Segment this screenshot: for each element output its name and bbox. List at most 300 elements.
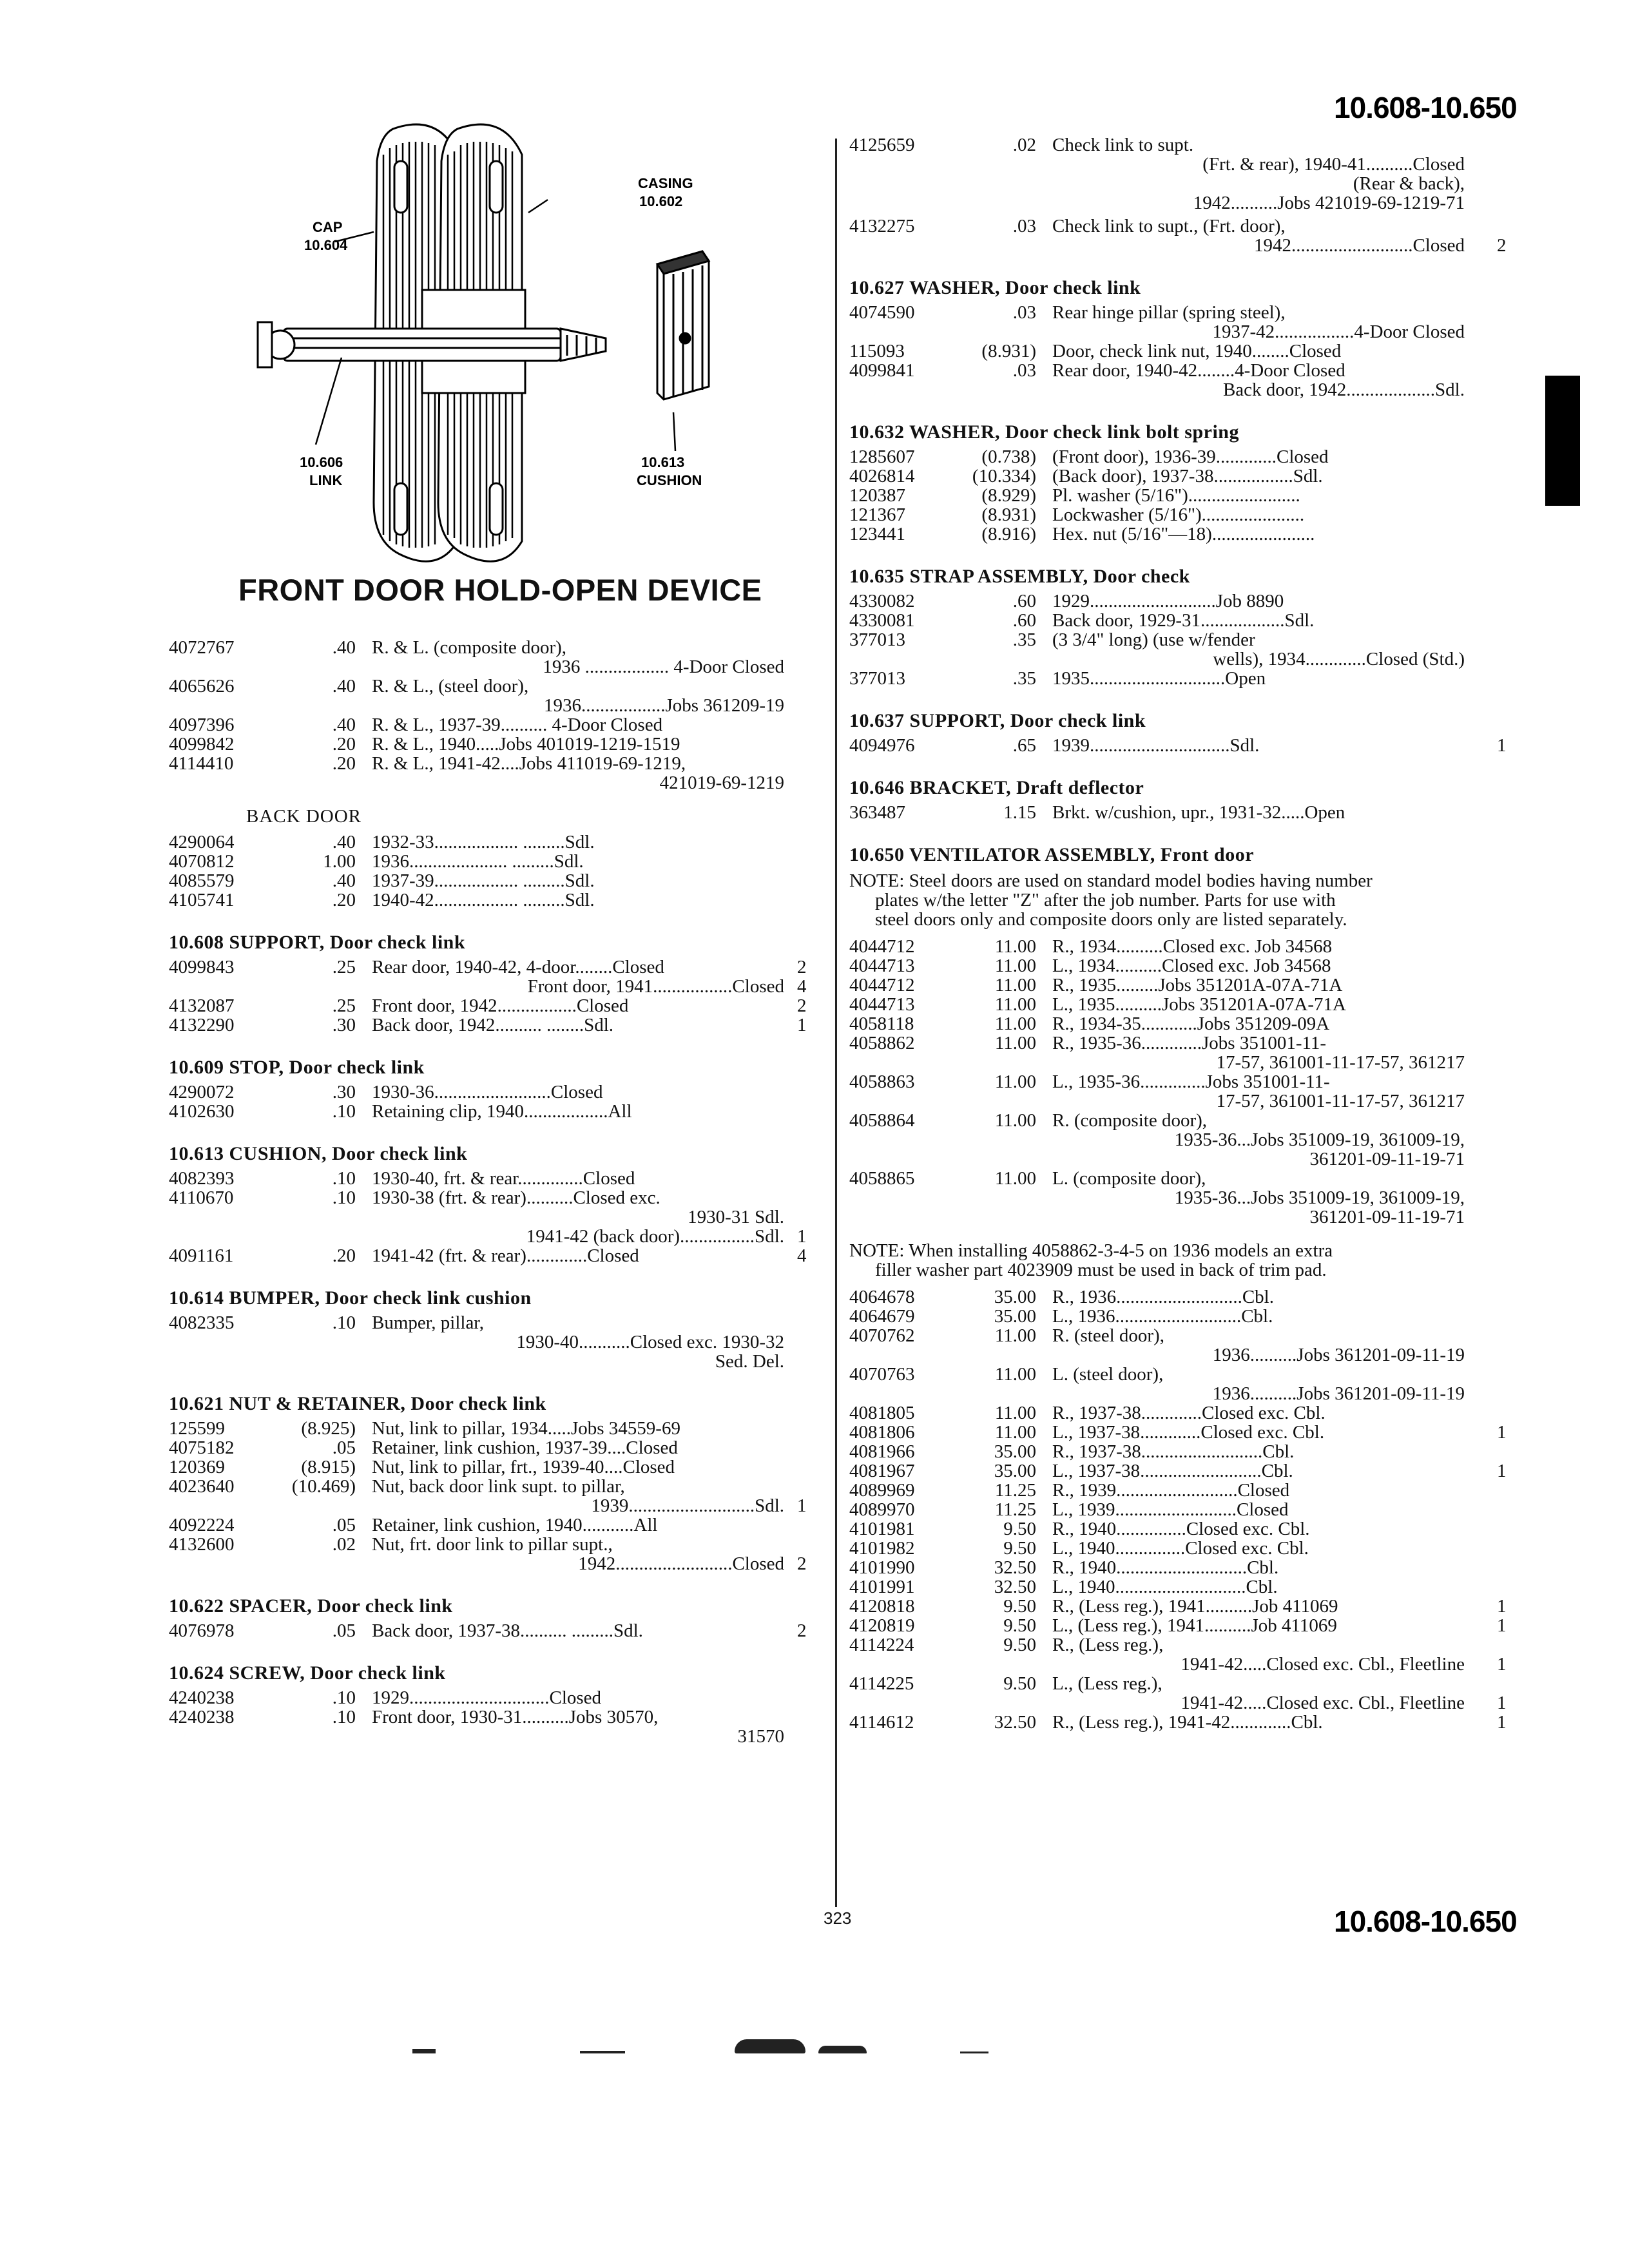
part-number: 4120819	[849, 1615, 915, 1636]
part-description	[1052, 1616, 1465, 1635]
quantity-line	[1497, 216, 1507, 236]
part-price: 11.00	[994, 975, 1036, 995]
part-description	[1052, 486, 1465, 505]
part-number: 4058864	[849, 1110, 915, 1131]
part-description	[372, 1707, 784, 1746]
casing-label: CASING	[638, 175, 693, 191]
part-price: (8.931)	[981, 505, 1036, 525]
part-price: 11.25	[994, 1499, 1036, 1520]
description-line: R., 1935.........Jobs 351201A-07A-71A	[1052, 975, 1343, 995]
part-row	[849, 1423, 1513, 1442]
description-line: (Back door), 1937-38.................Sdl.	[1052, 466, 1323, 486]
quantity	[1497, 1713, 1507, 1732]
quantity-line: 1	[1497, 1596, 1507, 1617]
part-description	[372, 1515, 784, 1535]
part-price: (8.916)	[981, 524, 1036, 544]
part-number: 120387	[849, 485, 905, 506]
part-price: .40	[332, 637, 356, 658]
part-description	[1052, 1365, 1465, 1403]
description-line: Sed. Del.	[715, 1351, 784, 1372]
part-price: 35.00	[994, 1306, 1036, 1327]
part-row	[849, 1519, 1513, 1539]
description-line: wells), 1934.............Closed (Std.)	[1213, 649, 1465, 669]
part-price: 11.00	[994, 1325, 1036, 1346]
quantity	[797, 1477, 807, 1515]
part-row	[849, 956, 1513, 975]
description-line: 1941-42 (frt. & rear).............Closed	[372, 1245, 639, 1266]
part-row	[849, 135, 1513, 213]
part-description	[1052, 1111, 1465, 1169]
description-line: (Front door), 1936-39.............Closed	[1052, 447, 1329, 467]
column-divider	[835, 139, 837, 1907]
casing-number: 10.602	[639, 193, 683, 209]
part-price: 1.15	[1003, 802, 1036, 823]
description-line: 17-57, 361001-11-17-57, 361217	[1216, 1052, 1465, 1073]
part-row	[849, 1558, 1513, 1577]
part-description	[372, 1188, 784, 1246]
part-number: 4076978	[169, 1620, 235, 1641]
part-price: 9.50	[1003, 1635, 1036, 1655]
part-description	[372, 1102, 784, 1121]
description-line: 1935.............................Open	[1052, 668, 1266, 689]
quantity-line: 2	[797, 995, 807, 1016]
link-label: LINK	[309, 472, 343, 488]
quantity-line: 1	[1497, 1615, 1507, 1636]
part-number: 4101982	[849, 1538, 915, 1559]
description-line: 361201-09-11-19-71	[1309, 1207, 1465, 1227]
description-line: Retaining clip, 1940..................All	[372, 1101, 632, 1122]
part-price: .10	[332, 1312, 356, 1333]
description-line: L. (composite door),	[1052, 1168, 1206, 1189]
part-price: .20	[332, 734, 356, 754]
part-description	[372, 852, 784, 871]
part-description	[1052, 1500, 1465, 1519]
part-number: 4064679	[849, 1306, 915, 1327]
part-row	[849, 1403, 1513, 1423]
part-number: 123441	[849, 524, 905, 544]
page-range-footer: 10.608-10.650	[1334, 1905, 1517, 1938]
part-description	[1052, 669, 1465, 688]
description-line: 1935-36...Jobs 351009-19, 361009-19,	[1174, 1129, 1465, 1150]
part-number: 4081806	[849, 1422, 915, 1443]
part-number: 4081805	[849, 1403, 915, 1423]
part-number: 4082335	[169, 1312, 235, 1333]
part-price: 11.00	[994, 1110, 1036, 1131]
description-line: L., 1935-36..............Jobs 351001-11-	[1052, 1072, 1330, 1092]
part-price: 9.50	[1003, 1596, 1036, 1617]
part-row	[849, 591, 1513, 611]
description-line: (Rear & back),	[1353, 173, 1465, 194]
part-price: 9.50	[1003, 1615, 1036, 1636]
description-line: R., 1934..........Closed exc. Job 34568	[1052, 936, 1333, 957]
part-number: 4081967	[849, 1461, 915, 1481]
part-row	[849, 361, 1513, 399]
cushion-drawing	[657, 251, 709, 399]
part-description	[1052, 1461, 1465, 1481]
quantity	[797, 996, 807, 1015]
part-price: (10.469)	[291, 1476, 356, 1497]
section-note	[849, 1241, 1513, 1280]
part-price: 11.00	[994, 1072, 1036, 1092]
note-line: steel doors only and composite doors only are listed separately.	[875, 909, 1347, 930]
part-description	[1052, 1033, 1465, 1072]
part-number: 4092224	[169, 1515, 235, 1535]
part-price: .20	[332, 1245, 356, 1266]
part-number: 363487	[849, 802, 905, 823]
part-price: 11.00	[994, 1364, 1036, 1385]
part-row	[849, 1674, 1513, 1713]
description-line: R., (Less reg.), 1941..........Job 411069	[1052, 1596, 1338, 1617]
part-row	[169, 1688, 813, 1707]
part-number: 4240238	[169, 1687, 235, 1708]
part-row	[169, 1438, 813, 1457]
part-number: 4064678	[849, 1287, 915, 1307]
part-number: 1285607	[849, 447, 915, 467]
part-number: 4330081	[849, 610, 915, 631]
description-line: 1939...........................Sdl.	[591, 1495, 784, 1516]
description-line: R. (composite door),	[1052, 1110, 1208, 1131]
quantity	[797, 957, 807, 996]
part-row	[169, 1102, 813, 1121]
part-price: .10	[332, 1187, 356, 1208]
description-line: Lockwasher (5/16")......................	[1052, 505, 1305, 525]
description-line: R., 1934-35............Jobs 351209-09A	[1052, 1014, 1330, 1034]
part-number: 4290064	[169, 832, 235, 852]
part-row	[169, 1477, 813, 1515]
part-row	[849, 1326, 1513, 1365]
quantity	[1497, 736, 1507, 755]
part-row	[169, 677, 813, 715]
part-number: 4110670	[169, 1187, 234, 1208]
description-line: 1930-40...........Closed exc. 1930-32	[516, 1332, 784, 1352]
part-row	[849, 447, 1513, 466]
part-row	[169, 754, 813, 793]
part-number: 4101981	[849, 1519, 915, 1539]
part-description	[1052, 803, 1465, 822]
part-price: .35	[1012, 629, 1036, 650]
part-row	[849, 1365, 1513, 1403]
part-description	[1052, 135, 1465, 213]
part-row	[849, 341, 1513, 361]
part-price: 11.00	[994, 1033, 1036, 1053]
part-description	[372, 1015, 784, 1035]
quantity	[797, 1246, 807, 1265]
figure-caption: FRONT DOOR HOLD-OPEN DEVICE	[238, 573, 762, 607]
description-line: 361201-09-11-19-71	[1309, 1149, 1465, 1169]
part-row	[169, 1621, 813, 1640]
description-line: 1941-42.....Closed exc. Cbl., Fleetline	[1181, 1654, 1465, 1675]
scan-mark	[580, 2051, 625, 2053]
section-title: 10.637 SUPPORT, Door check link	[849, 710, 1146, 731]
part-number: 377013	[849, 629, 905, 650]
part-price: 11.00	[994, 994, 1036, 1015]
part-price: .20	[332, 890, 356, 910]
part-row	[849, 1713, 1513, 1732]
scan-mark	[412, 2049, 436, 2053]
part-description	[1052, 1307, 1465, 1326]
description-line: 1939..............................Sdl.	[1052, 735, 1260, 756]
right-column	[849, 135, 1513, 1732]
part-number: 4132600	[169, 1534, 235, 1555]
part-number: 4075182	[169, 1437, 235, 1458]
quantity	[797, 1621, 807, 1640]
part-row	[849, 1500, 1513, 1519]
description-line: Back door, 1942...................Sdl.	[1222, 380, 1465, 400]
note-line: NOTE: When installing 4058862-3-4-5 on 1936 models an extra	[849, 1240, 1333, 1261]
description-line: R. & L. (composite door),	[372, 637, 567, 658]
part-description	[1052, 216, 1465, 255]
part-description	[372, 1419, 784, 1438]
part-price: .02	[332, 1534, 356, 1555]
part-description	[372, 1477, 784, 1515]
part-row	[849, 1014, 1513, 1033]
description-line: 1942..........................Closed	[1253, 235, 1465, 256]
part-price: 11.00	[994, 956, 1036, 976]
part-price: .05	[332, 1515, 356, 1535]
description-line: 31570	[737, 1726, 784, 1747]
part-number: 4044712	[849, 936, 915, 957]
back-door-subheading: BACK DOOR	[246, 806, 361, 827]
part-row	[849, 1072, 1513, 1111]
part-number: 4089969	[849, 1480, 915, 1501]
note-line: filler washer part 4023909 must be used in back of trim pad.	[875, 1260, 1327, 1280]
quantity-line	[1497, 1635, 1507, 1655]
part-row	[849, 669, 1513, 688]
part-description	[1052, 1287, 1465, 1307]
part-number: 4114612	[849, 1712, 914, 1733]
quantity-line: 1	[1497, 1461, 1507, 1481]
part-row	[849, 1539, 1513, 1558]
quantity-line: 4	[797, 1245, 807, 1266]
part-price: 35.00	[994, 1441, 1036, 1462]
part-price: .03	[1012, 216, 1036, 236]
part-description	[372, 1535, 784, 1573]
part-row	[169, 1707, 813, 1746]
description-line: Check link to supt., (Frt. door),	[1052, 216, 1286, 236]
note-line: NOTE: Steel doors are used on standard model bodies having number	[849, 870, 1373, 891]
quantity-line: 1	[1497, 735, 1507, 756]
part-description	[372, 1246, 784, 1265]
part-description	[1052, 466, 1465, 486]
part-description	[372, 715, 784, 735]
description-line: Pl. washer (5/16")........................	[1052, 485, 1300, 506]
quantity-line: 1	[1497, 1654, 1507, 1675]
description-line: Front door, 1941.................Closed	[527, 976, 784, 997]
part-row	[849, 630, 1513, 669]
part-price: 11.00	[994, 1403, 1036, 1423]
part-row	[849, 803, 1513, 822]
part-number: 4102630	[169, 1101, 235, 1122]
left-column	[169, 638, 813, 1746]
part-description	[1052, 1169, 1465, 1227]
description-line: Rear door, 1940-42........4-Door Closed	[1052, 360, 1345, 381]
link-number: 10.606	[300, 454, 343, 470]
part-description	[372, 1169, 784, 1188]
part-description	[1052, 1713, 1465, 1732]
cap-number: 10.604	[304, 237, 348, 253]
quantity	[1497, 1635, 1507, 1674]
description-line: 1936..........Jobs 361201-09-11-19	[1212, 1345, 1465, 1365]
quantity-line: 2	[797, 1620, 807, 1641]
part-description	[1052, 736, 1465, 755]
part-number: 4132290	[169, 1015, 235, 1035]
part-price: (8.925)	[301, 1418, 356, 1439]
part-row	[849, 486, 1513, 505]
quantity-line	[797, 1535, 807, 1554]
part-number: 4072767	[169, 637, 235, 658]
section-title: 10.609 STOP, Door check link	[169, 1057, 425, 1078]
part-number: 4058862	[849, 1033, 915, 1053]
part-row	[849, 995, 1513, 1014]
part-description	[1052, 341, 1465, 361]
part-description	[1052, 1597, 1465, 1616]
part-description	[1052, 1014, 1465, 1033]
part-description	[1052, 1403, 1465, 1423]
part-row	[169, 1313, 813, 1371]
description-line: Rear door, 1940-42, 4-door........Closed	[372, 957, 664, 977]
part-description	[1052, 1519, 1465, 1539]
quantity	[797, 1015, 807, 1035]
part-row	[849, 1169, 1513, 1227]
description-line: 421019-69-1219	[659, 773, 784, 793]
cushion-number: 10.613	[641, 454, 685, 470]
part-number: 120369	[169, 1457, 225, 1477]
part-description	[1052, 1481, 1465, 1500]
part-price: .25	[332, 957, 356, 977]
cushion-label: CUSHION	[637, 472, 702, 488]
quantity	[797, 1535, 807, 1573]
part-price: .65	[1012, 735, 1036, 756]
part-price: .30	[332, 1082, 356, 1102]
part-description	[372, 1313, 784, 1371]
link-drawing	[258, 322, 606, 367]
part-price: 11.00	[994, 936, 1036, 957]
section-title: 10.635 STRAP ASSEMBLY, Door check	[849, 566, 1190, 587]
part-number: 377013	[849, 668, 905, 689]
section-title: 10.646 BRACKET, Draft deflector	[849, 777, 1144, 798]
description-line: Front door, 1942.................Closed	[372, 995, 629, 1016]
quantity	[1497, 1597, 1507, 1616]
description-line: Front door, 1930-31..........Jobs 30570,	[372, 1707, 659, 1727]
part-description	[372, 1082, 784, 1102]
description-line: Back door, 1929-31..................Sdl.	[1052, 610, 1315, 631]
part-description	[1052, 956, 1465, 975]
part-price: .30	[332, 1015, 356, 1035]
part-row	[849, 303, 1513, 341]
part-price: 35.00	[994, 1461, 1036, 1481]
hold-open-device-illustration	[245, 116, 747, 567]
description-line: 1937-39.................. .........Sdl.	[372, 870, 595, 891]
part-description	[372, 890, 784, 910]
description-line: R. & L., (steel door),	[372, 676, 529, 697]
part-price: (10.334)	[972, 466, 1036, 486]
part-price: 11.00	[994, 1422, 1036, 1443]
part-description	[372, 832, 784, 852]
description-line: 1941-42.....Closed exc. Cbl., Fleetline	[1181, 1693, 1465, 1713]
part-description	[1052, 937, 1465, 956]
part-number: 4085579	[169, 870, 235, 891]
part-number: 4099842	[169, 734, 235, 754]
part-price: .40	[332, 832, 356, 852]
part-number: 4044713	[849, 994, 915, 1015]
part-row	[169, 852, 813, 871]
part-price: (0.738)	[981, 447, 1036, 467]
scan-mark	[960, 2052, 988, 2053]
part-description	[1052, 1442, 1465, 1461]
section-title: 10.650 VENTILATOR ASSEMBLY, Front door	[849, 844, 1255, 865]
part-row	[169, 890, 813, 910]
part-description	[1052, 995, 1465, 1014]
part-row	[169, 1082, 813, 1102]
part-number: 4026814	[849, 466, 915, 486]
part-description	[1052, 447, 1465, 466]
description-line: R., 1937-38..........................Cbl.	[1052, 1441, 1295, 1462]
thumb-index-tab	[1545, 376, 1580, 506]
part-price: .35	[1012, 668, 1036, 689]
description-line: Nut, link to pillar, 1934.....Jobs 34559-69	[372, 1418, 680, 1439]
quantity	[1497, 1461, 1507, 1481]
description-line: Rear hinge pillar (spring steel),	[1052, 302, 1286, 323]
part-number: 4082393	[169, 1168, 235, 1189]
part-number: 4132087	[169, 995, 235, 1016]
part-price: .10	[332, 1707, 356, 1727]
quantity-line: 2	[797, 957, 807, 977]
part-row	[849, 1597, 1513, 1616]
part-row	[169, 832, 813, 852]
quantity	[1497, 1616, 1507, 1635]
part-number: 125599	[169, 1418, 225, 1439]
part-price: .03	[1012, 302, 1036, 323]
quantity-line: 1	[1497, 1712, 1507, 1733]
description-line: L. (steel door),	[1052, 1364, 1164, 1385]
quantity-line	[1497, 1674, 1507, 1693]
part-number: 4132275	[849, 216, 915, 236]
section-title: 10.632 WASHER, Door check link bolt spring	[849, 421, 1239, 443]
part-row	[169, 1457, 813, 1477]
part-description	[1052, 505, 1465, 524]
part-row	[849, 1461, 1513, 1481]
part-price: .03	[1012, 360, 1036, 381]
quantity	[797, 1188, 807, 1246]
description-line: R., 1936...........................Cbl.	[1052, 1287, 1274, 1307]
part-description	[1052, 611, 1465, 630]
description-line: 1929...........................Job 8890	[1052, 591, 1284, 611]
part-price: .40	[332, 870, 356, 891]
part-price: 9.50	[1003, 1519, 1036, 1539]
part-row	[169, 1246, 813, 1265]
description-line: 1942.........................Closed	[578, 1553, 784, 1574]
part-description	[1052, 361, 1465, 399]
part-price: .40	[332, 715, 356, 735]
part-row	[849, 1635, 1513, 1674]
description-line: 1942..........Jobs 421019-69-1219-71	[1193, 193, 1465, 213]
description-line: L., 1940............................Cbl.	[1052, 1577, 1278, 1597]
part-row	[849, 466, 1513, 486]
part-number: 4074590	[849, 302, 915, 323]
cap-label: CAP	[313, 219, 343, 235]
description-line: 1930-36.........................Closed	[372, 1082, 603, 1102]
part-price: .02	[1012, 135, 1036, 155]
description-line: 1936 .................. 4-Door Closed	[543, 657, 784, 677]
part-description	[1052, 591, 1465, 611]
part-price: 11.00	[994, 1168, 1036, 1189]
part-description	[372, 1621, 784, 1640]
part-description	[1052, 303, 1465, 341]
quantity-line: 4	[797, 976, 807, 997]
part-price: .20	[332, 753, 356, 774]
description-line: 1936..................Jobs 361209-19	[544, 695, 784, 716]
part-price: .25	[332, 995, 356, 1016]
